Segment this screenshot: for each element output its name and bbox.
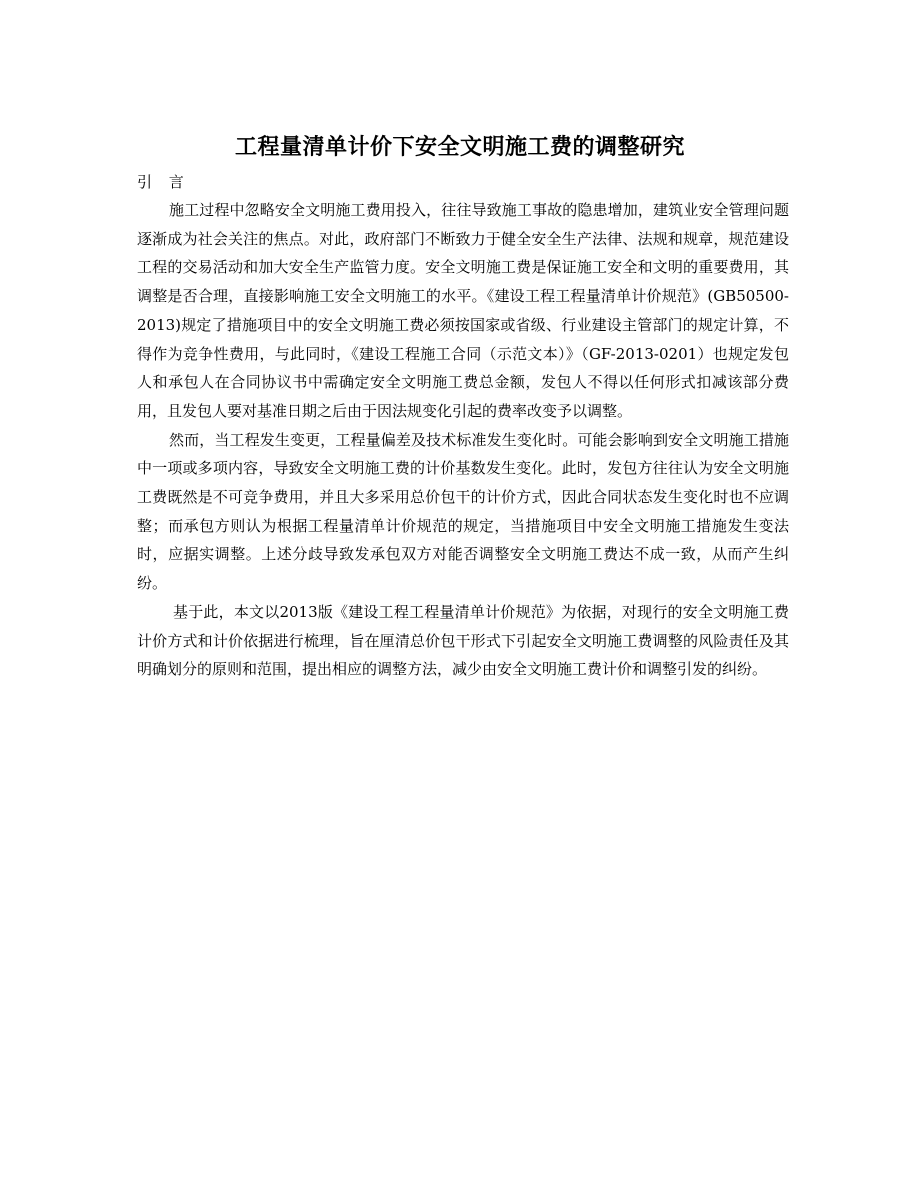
paragraph-1: 施工过程中忽略安全文明施工费用投入，往往导致施工事故的隐患增加，建筑业安全管理问题逐渐成为社会关注的焦点。对此，政府部门不断致力于健全安全生产法律、法规和规章，规范建设工程的交易活动和加大安全生产监管力度。安全文明施工费是保证施工安全和文明的重要费用，其调整是否合理，直接影响施工安全文明施工的水平。《建设工程工程量清单计价规范》(GB50500-2013)规定了措施项目中的安全文明施工费必须按国家或省级、行业建设主管部门的规定计算，不得作为竞争性费用，与此同时，《建设工程施工合同（示范文本）》（GF-2013-0201）也规定发包人和承包人在合同协议书中需确定安全文明施工费总金额，发包人不得以任何形式扣减该部分费用，且发包人要对基准日期之后由于因法规变化引起的费率改变予以调整。 [137, 201, 789, 420]
document-title: 工程量清单计价下安全文明施工费的调整研究 [234, 135, 685, 160]
paragraph-3: 基于此，本文以2013版《建设工程工程量清单计价规范》为依据，对现行的安全文明施工费计价方式和计价依据进行梳理，旨在厘清总价包干形式下引起安全文明施工费调整的风险责任及其明确划分的原则和范围，提出相应的调整方法，减少由安全文明施工费计价和调整引发的纠纷。 [137, 602, 789, 679]
paragraph-2: 然而，当工程发生变更，工程量偏差及技术标准发生变化时。可能会影响到安全文明施工措施中一项或多项内容，导致安全文明施工费的计价基数发生变化。此时，发包方往往认为安全文明施工费既然是不可竞争费用，并且大多采用总价包干的计价方式，因此合同状态发生变化时也不应调整；而承包方则认为根据工程量清单计价规范的规定，当措施项目中安全文明施工措施发生变法时，应据实调整。上述分歧导致发承包双方对能否调整安全文明施工费达不成一致，从而产生纠纷。 [137, 430, 789, 593]
body-text [137, 196, 789, 684]
section-heading-introduction: 引 言 [137, 173, 190, 191]
